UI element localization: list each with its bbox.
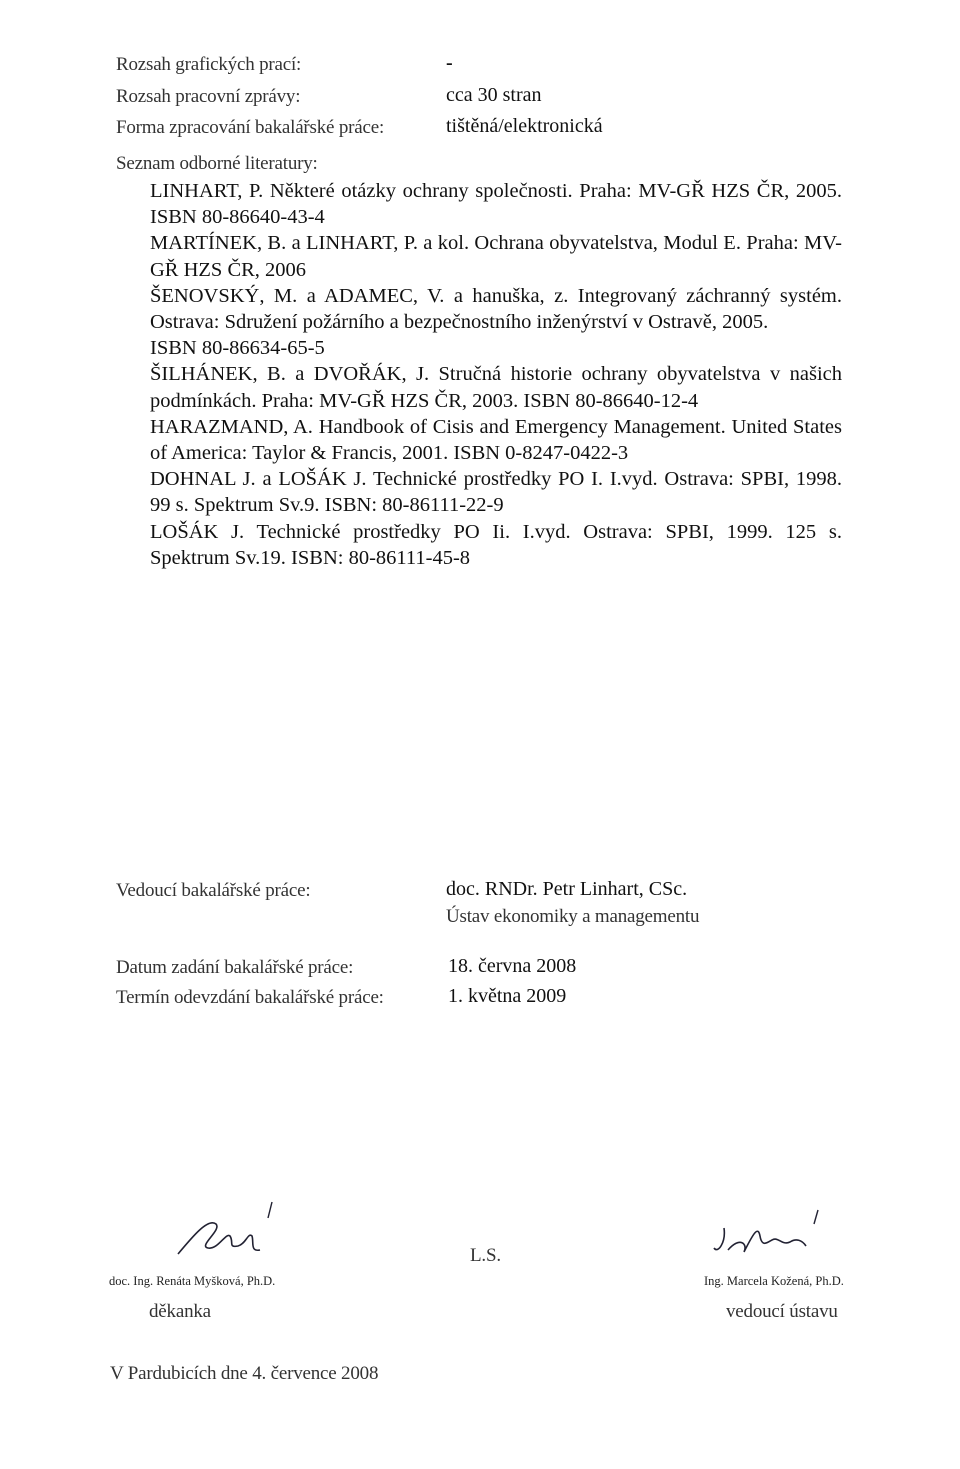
label-submission-date: Termín odevzdání bakalářské práce:: [116, 987, 384, 1008]
literature-entry: ŠILHÁNEK, B. a DVOŘÁK, J. Stručná historie ochrany obyvatelstva v našich podmínkách. Praha: MV-GŘ HZS ČR, 2003. ISBN 80-86640-12-4: [150, 363, 842, 412]
signature-right-image: [710, 1206, 830, 1266]
assignment-date: 18. června 2008: [448, 955, 577, 977]
value-report-scope: cca 30 stran: [446, 84, 542, 106]
supervisor-name: doc. RNDr. Petr Linhart, CSc.: [446, 878, 688, 900]
signature-left-role: děkanka: [149, 1301, 211, 1322]
label-supervisor: Vedoucí bakalářské práce:: [116, 880, 311, 901]
signature-right-name: Ing. Marcela Kožená, Ph.D.: [704, 1274, 844, 1288]
signature-left-image: [168, 1196, 288, 1266]
literature-entry: LOŠÁK J. Technické prostředky PO Ii. I.vyd. Ostrava: SPBI, 1999. 125 s. Spektrum Sv.19. ISBN: 80-86111-45-8: [150, 520, 842, 569]
submission-date: 1. května 2009: [448, 985, 567, 1007]
value-graphic-scope: -: [446, 52, 453, 74]
literature-entry: ŠENOVSKÝ, M. a ADAMEC, V. a hanuška, z. Integrovaný záchranný systém. Ostrava: Sdružení požárního a bezpečnostního inženýrství v Ostravě, 2005.: [150, 284, 842, 334]
literature-entry: LINHART, P. Některé otázky ochrany společnosti. Praha: MV-GŘ HZS ČR, 2005. ISBN 80-86640-43-4: [150, 180, 842, 229]
value-thesis-form: tištěná/elektronická: [446, 115, 603, 137]
literature-list: [150, 178, 842, 571]
literature-entry: MARTÍNEK, B. a LINHART, P. a kol. Ochrana obyvatelstva, Modul E. Praha: MV-GŘ HZS ČR, 2006: [150, 232, 842, 281]
literature-entry: DOHNAL J. a LOŠÁK J. Technické prostředky PO I. I.vyd. Ostrava: SPBI, 1998. 99 s. Spektrum Sv.9. ISBN: 80-86111-22-9: [150, 468, 842, 517]
literature-entry: ISBN 80-86634-65-5: [150, 337, 325, 360]
label-report-scope: Rozsah pracovní zprávy:: [116, 86, 301, 107]
literature-entry: HARAZMAND, A. Handbook of Cisis and Emergency Management. United States of America: Taylor & Francis, 2001. ISBN 0-8247-0422-3: [150, 415, 842, 465]
place-date: V Pardubicích dne 4. července 2008: [110, 1363, 379, 1384]
signature-left-name: doc. Ing. Renáta Myšková, Ph.D.: [109, 1274, 276, 1288]
label-assignment-date: Datum zadání bakalářské práce:: [116, 957, 354, 978]
signature-right-role: vedoucí ústavu: [726, 1301, 838, 1322]
label-literature: Seznam odborné literatury:: [116, 153, 318, 174]
label-graphic-scope: Rozsah grafických prací:: [116, 54, 302, 75]
stamp-label: L.S.: [470, 1245, 501, 1266]
supervisor-department: Ústav ekonomiky a managementu: [446, 906, 700, 927]
label-thesis-form: Forma zpracování bakalářské práce:: [116, 117, 385, 138]
